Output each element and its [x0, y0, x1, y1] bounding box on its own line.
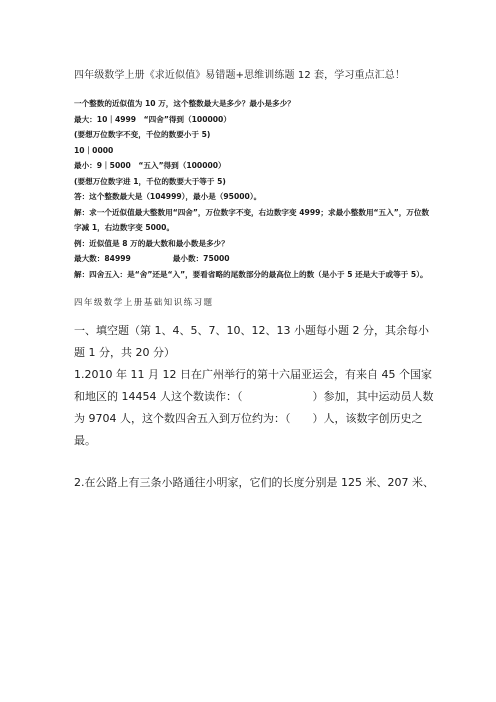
- section-title: 四年级数学上册基础知识练习题: [74, 297, 214, 307]
- example-min: 最小数：75000: [172, 254, 230, 263]
- q1-text-part1: 1.2010 年 11 月 12 日在广州举行的第十六届亚运会，有来自 45 个国家和地区的 14454 人这个数读作：（: [74, 368, 432, 403]
- question-1: [74, 364, 434, 452]
- example-question: 例：近似值是 8 万的最大数和最小数是多少？: [74, 238, 229, 248]
- example-max: 最大数：84999: [74, 254, 131, 263]
- fill-in-heading: 一、填空题（第 1、4、5、7、10、12、13 小题每小题 2 分，其余每小题 1 分，共 20 分）: [74, 324, 429, 359]
- answer-line: 答：这个整数最大是（104999），最小是（95000）。: [74, 192, 262, 201]
- exercise-section: [74, 320, 434, 494]
- q1-text-part3: ）人，该数字创历史之最。: [74, 412, 423, 447]
- question-2: 2.在公路上有三条小路通往小明家，它们的长度分别是 125 米、207 米、: [74, 476, 434, 489]
- document-title: 四年级数学上册《求近似值》易错题+思维训练题 12 套，学习重点汇总！: [74, 70, 405, 81]
- min-reason-line: (要想万位数字进 1，千位的数要大于等于 5): [74, 176, 226, 186]
- solution-paragraph: 解：求一个近似值最大整数用“四舍”，万位数字不变，右边数字变 4999；求最小整数用“五入”，万位数字减 1，右边数字变 5000。: [74, 207, 430, 232]
- question-line: 一个整数的近似值为 10 万，这个整数最大是多少？最小是多少？: [74, 99, 295, 108]
- section-approximation-notes: [74, 96, 434, 282]
- q1-text-part2: ）参加，其中运动员人数为 9704 人，这个数四舍五入到万位约为：（: [74, 390, 434, 425]
- max-line: 最大：10｜4999 “四舍”得到（100000）: [74, 114, 231, 124]
- max-reason-line: (要想万位数字不变，千位的数要小于 5): [74, 130, 211, 139]
- min-line: 最小：9｜5000 “五入”得到（100000）: [74, 161, 226, 170]
- ten-thousand-line: 10｜0000: [74, 145, 114, 155]
- example-answer-line: [74, 251, 434, 267]
- rounding-note: 解：四舍五入：是“舍”还是“入”，要看省略的尾数部分的最高位上的数（是小于 5 还是大于或等于 5）。: [74, 269, 428, 279]
